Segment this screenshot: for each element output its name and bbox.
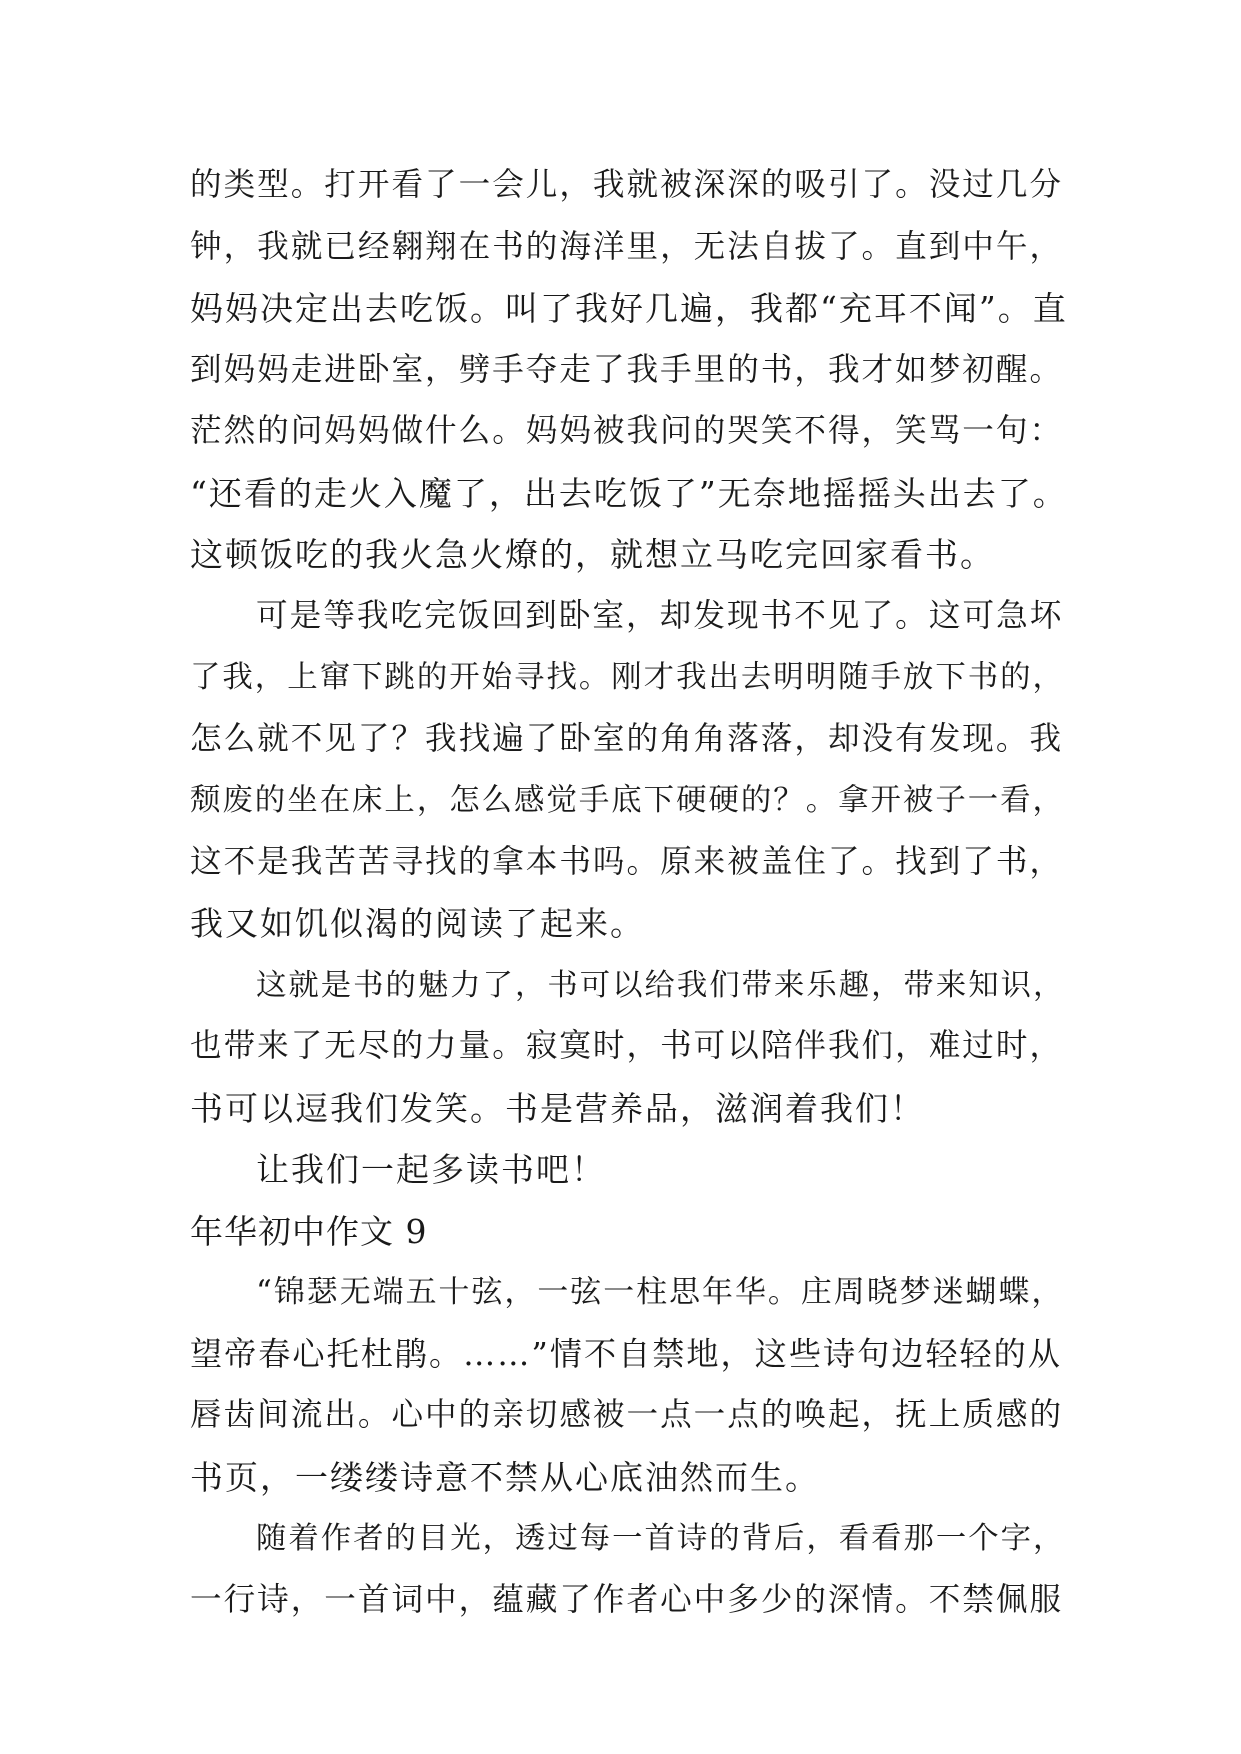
paragraph-start-line: “锦瑟无端五十弦，一弦一柱思年华。庄周晓梦迷蝴蝶， xyxy=(256,1274,1065,1310)
paragraph-start-line: 让我们一起多读书吧！ xyxy=(256,1150,606,1189)
text-line: 书可以逗我们发笑。书是营养品，滋润着我们！ xyxy=(190,1088,925,1128)
text-line: 唇齿间流出。心中的亲切感被一点一点的唤起，抚上质感的 xyxy=(190,1397,1064,1433)
text-line: 这顿饭吃的我火急火燎的，就想立马吃完回家看书。 xyxy=(190,535,995,574)
text-line: 我又如饥似渴的阅读了起来。 xyxy=(190,904,645,943)
text-line: 一行诗，一首词中，蕴藏了作者心中多少的深情。不禁佩服 xyxy=(190,1581,1064,1618)
text-line: “还看的走火入魔了，出去吃饭了”无奈地摇摇头出去了。 xyxy=(190,473,1068,513)
text-line: 这不是我苦苦寻找的拿本书吗。原来被盖住了。找到了书， xyxy=(190,843,1064,880)
essay-body xyxy=(190,155,1070,1631)
text-line: 茫然的问妈妈做什么。妈妈被我问的哭笑不得，笑骂一句： xyxy=(190,413,1064,449)
paragraph-start-line: 这就是书的魅力了，书可以给我们带来乐趣，带来知识， xyxy=(256,967,1066,1003)
text-line: 到妈妈走进卧室，劈手夺走了我手里的书，我才如梦初醒。 xyxy=(190,351,1064,388)
text-line: 怎么就不见了？我找遍了卧室的角角落落，却没有发现。我 xyxy=(190,720,1064,757)
text-line: 了我，上窜下跳的开始寻找。刚才我出去明明随手放下书的， xyxy=(190,660,1065,695)
paragraph-start-line: 可是等我吃完饭回到卧室，却发现书不见了。这可急坏 xyxy=(256,597,1064,634)
text-line: 的类型。打开看了一会儿，我就被深深的吸引了。没过几分 xyxy=(190,167,1064,203)
text-line: 书页，一缕缕诗意不禁从心底油然而生。 xyxy=(190,1457,820,1497)
text-line: 颓废的坐在床上，怎么感觉手底下硬硬的？。拿开被子一看， xyxy=(190,783,1065,818)
section-title: 年华初中作文 9 xyxy=(190,1211,428,1251)
text-line: 钟，我就已经翱翔在书的海洋里，无法自拔了。直到中午， xyxy=(190,228,1064,265)
text-line: 望帝春心托杜鹃。……”情不自禁地，这些诗句边轻轻的从 xyxy=(190,1334,1062,1373)
text-line: 妈妈决定出去吃饭。叫了我好几遍，我都“充耳不闻”。直 xyxy=(190,289,1068,328)
text-line: 也带来了无尽的力量。寂寞时，书可以陪伴我们，难过时， xyxy=(190,1028,1064,1064)
paragraph-start-line: 随着作者的目光，透过每一首诗的背后，看看那一个字， xyxy=(256,1521,1066,1556)
